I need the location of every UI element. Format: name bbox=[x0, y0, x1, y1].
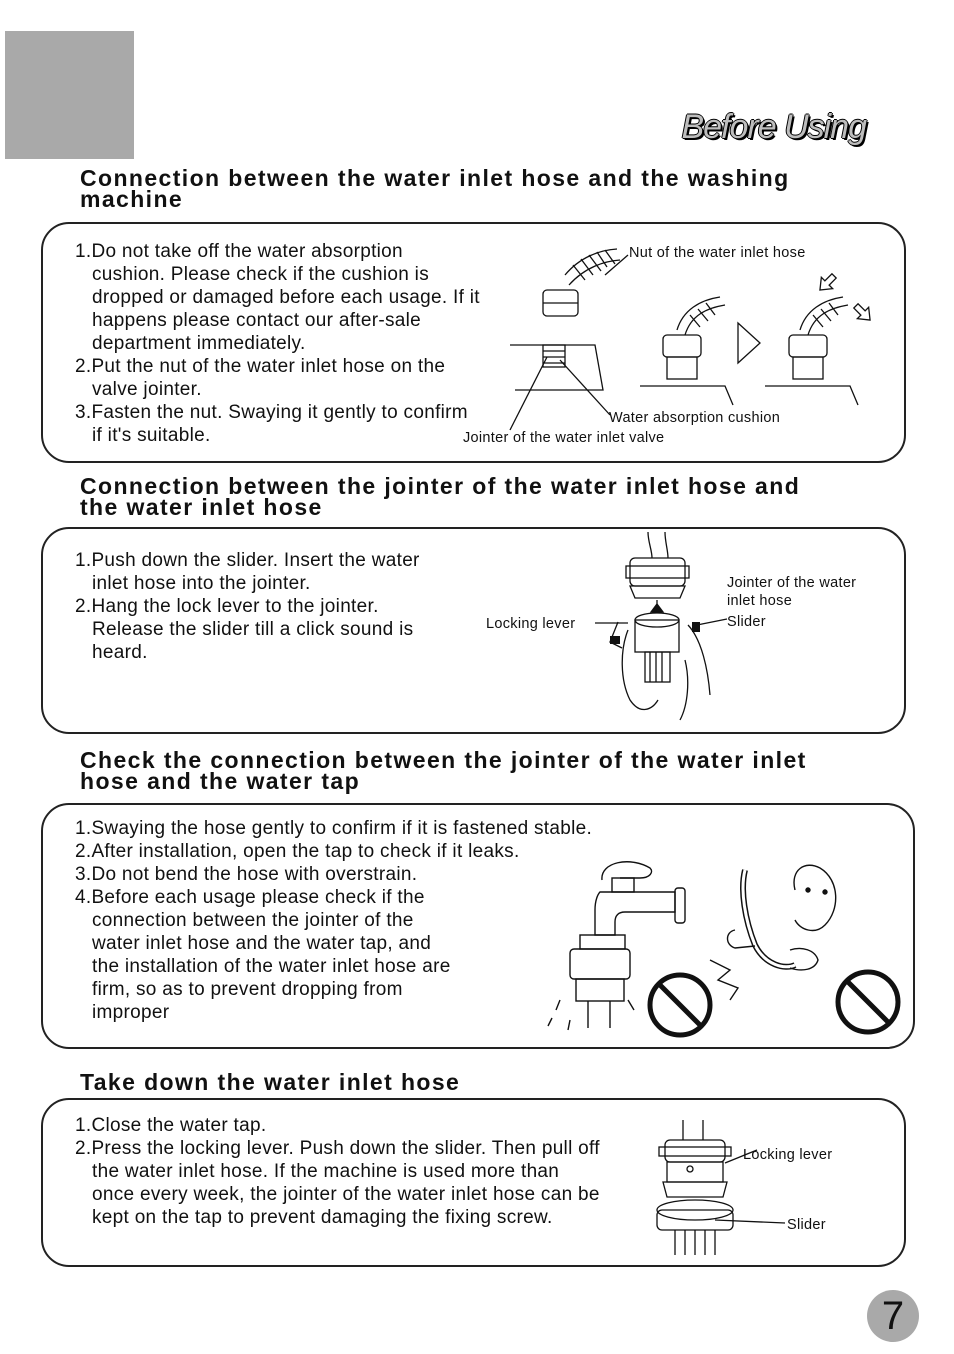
label-nut-of-hose: Nut of the water inlet hose bbox=[629, 245, 806, 261]
label-jointer-of-hose: Jointer of the water inlet hose bbox=[727, 575, 857, 609]
steps-jointer-to-hose bbox=[75, 549, 445, 664]
step-item: 2.Hang the lock lever to the jointer. Release the slider till a click sound is heard. bbox=[75, 596, 414, 663]
step-item: 1.Do not take off the water absorption cushion. Please check if the cushion is dropped or damaged before each usage. If it happens please contact our after-sale department immediately. bbox=[75, 241, 480, 354]
step-item: 1.Swaying the hose gently to confirm if it is fastened stable. bbox=[75, 818, 593, 839]
step-item: 4.Before each usage please check if the connection between the jointer of the water inlet hose and the water tap, and the installation of the water inlet hose are firm, so as to prevent dropping from improper bbox=[75, 887, 451, 1023]
section-heading-jointer-to-hose: Connection between the jointer of the water inlet hose and the water inlet hose bbox=[80, 473, 801, 520]
tap-warning-illustration bbox=[540, 850, 910, 1042]
section-heading-take-down-hose: Take down the water inlet hose bbox=[80, 1069, 461, 1095]
steps-take-down-hose bbox=[75, 1114, 605, 1229]
step-item: 2.Press the locking lever. Push down the slider. Then pull off the water inlet hose. If the machine is used more than once every week, the jointer of the water inlet hose can be kept on the tap to prevent damaging the fixing screw. bbox=[75, 1138, 600, 1228]
section-heading-hose-to-machine: Connection between the water inlet hose and the washing machine bbox=[80, 165, 790, 212]
label-locking-lever: Locking lever bbox=[486, 616, 576, 632]
steps-jointer-to-tap bbox=[75, 817, 593, 1024]
page-number: 7 bbox=[867, 1290, 919, 1342]
label-locking-lever-2: Locking lever bbox=[743, 1147, 833, 1163]
corner-tab bbox=[5, 31, 134, 159]
step-item: 3.Fasten the nut. Swaying it gently to confirm if it's suitable. bbox=[75, 402, 468, 446]
label-slider: Slider bbox=[727, 614, 766, 630]
label-jointer-of-valve: Jointer of the water inlet valve bbox=[463, 430, 665, 446]
step-item: 1.Push down the slider. Insert the water inlet hose into the jointer. bbox=[75, 550, 420, 594]
page-title: Before Using bbox=[681, 108, 866, 146]
label-water-absorption-cushion: Water absorption cushion bbox=[609, 410, 781, 426]
label-slider-2: Slider bbox=[787, 1217, 826, 1233]
jointer-hose-illustration bbox=[590, 530, 735, 725]
take-down-illustration bbox=[645, 1115, 790, 1260]
step-item: 3.Do not bend the hose with overstrain. bbox=[75, 864, 418, 885]
section-heading-jointer-to-tap: Check the connection between the jointer of the water inlet hose and the water tap bbox=[80, 747, 807, 794]
step-item: 2.After installation, open the tap to check if it leaks. bbox=[75, 841, 520, 862]
step-item: 1.Close the water tap. bbox=[75, 1115, 267, 1136]
step-item: 2.Put the nut of the water inlet hose on the valve jointer. bbox=[75, 356, 446, 400]
steps-hose-to-machine bbox=[75, 240, 480, 447]
